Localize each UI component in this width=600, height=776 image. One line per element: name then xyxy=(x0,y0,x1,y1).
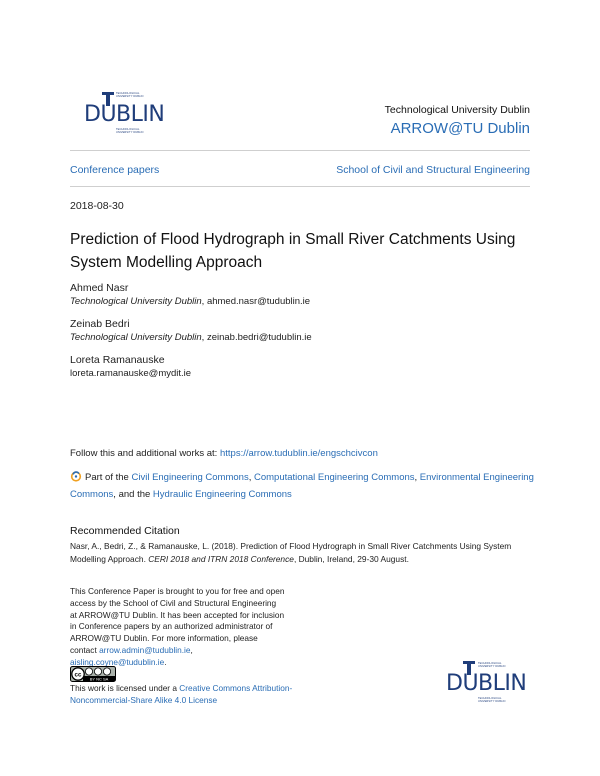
publication-date: 2018-08-30 xyxy=(70,200,124,212)
computational-engineering-commons-link[interactable]: Computational Engineering Commons xyxy=(253,472,415,483)
author-affiliation: Technological University Dublin, ahmed.nasr@tudublin.ie xyxy=(70,296,311,307)
license-text: This work is licensed under a Creative Commons Attribution-Noncommercial-Share Alike 4.0 License xyxy=(70,683,293,705)
author-name: Loreta Ramanauske xyxy=(70,354,165,366)
citation-heading: Recommended Citation xyxy=(70,525,180,537)
author-affiliation: Technological University Dublin, zeinab.bedri@tudublin.ie xyxy=(70,332,312,343)
collection-link[interactable]: Conference papers xyxy=(70,164,160,176)
author-name: Ahmed Nasr xyxy=(70,282,129,294)
logo-wordmark: DUBLIN xyxy=(84,102,165,127)
contact-email-link[interactable]: aisling.coyne@tudublin.ie xyxy=(70,656,165,667)
svg-text:cc: cc xyxy=(74,671,82,679)
logo-wordmark: DUBLIN xyxy=(446,671,527,696)
author-name: Zeinab Bedri xyxy=(70,318,130,330)
svg-text:BY NC SA: BY NC SA xyxy=(89,676,109,682)
admin-email-link[interactable]: arrow.admin@tudublin.ie xyxy=(99,644,191,655)
creative-commons-badge-icon[interactable] xyxy=(70,666,116,682)
university-name: Technological University Dublin xyxy=(384,104,530,116)
collection-url-link[interactable]: https://arrow.tudublin.ie/engschcivcon xyxy=(219,448,378,459)
repository-link[interactable]: ARROW@TU Dublin xyxy=(390,120,530,137)
hydraulic-engineering-commons-link[interactable]: Hydraulic Engineering Commons xyxy=(152,489,292,500)
open-access-icon xyxy=(70,470,82,482)
divider xyxy=(70,186,530,187)
open-access-notice: This Conference Paper is brought to you for free and open access by the School of Civil and Structural Engineering at ARROW@TU Dublin. It has been accepted for inclusion in Conference papers by an authorized administrator of ARROW@TU Dublin. For more information, please contact arrow.admin@tudublin.ie, aisling.coyne@tudublin.ie. xyxy=(70,586,285,667)
paper-title: Prediction of Flood Hydrograph in Small River Catchments Using System Modelling Approach xyxy=(70,231,516,271)
logo-small-text: TECHNOLOGICAL UNIVERSITY DUBLIN xyxy=(116,92,144,98)
tu-dublin-logo xyxy=(84,90,166,136)
environmental-engineering-commons-link[interactable]: Environmental Engineering Commons xyxy=(70,472,534,500)
logo-small-text-bottom: TECHNOLOGICAL UNIVERSITY DUBLIN xyxy=(116,128,144,134)
citation-text: Nasr, A., Bedri, Z., & Ramanauske, L. (2018). Prediction of Flood Hydrograph in Small River Catchments Using System Modelling Approach. CERI 2018 and ITRN 2018 Conference, Dublin, Ireland, 29-30 August. xyxy=(70,541,512,564)
civil-engineering-commons-link[interactable]: Civil Engineering Commons xyxy=(131,472,249,483)
license-link[interactable]: Creative Commons Attribution-Noncommercial-Share Alike 4.0 License xyxy=(70,683,293,705)
part-of-line: Part of the Civil Engineering Commons, Computational Engineering Commons, Environmental Engineering Commons, and the Hydraulic Engineering Commons xyxy=(70,472,534,500)
author-affiliation: loreta.ramanauske@mydit.ie xyxy=(70,368,192,379)
follow-line: Follow this and additional works at: https://arrow.tudublin.ie/engschcivcon xyxy=(70,448,378,459)
logo-small-text-bottom: TECHNOLOGICAL UNIVERSITY DUBLIN xyxy=(478,697,506,703)
divider xyxy=(70,150,530,151)
logo-small-text: TECHNOLOGICAL UNIVERSITY DUBLIN xyxy=(478,662,506,668)
school-link[interactable]: School of Civil and Structural Engineering xyxy=(336,164,530,176)
tu-dublin-logo-bottom xyxy=(446,660,530,708)
